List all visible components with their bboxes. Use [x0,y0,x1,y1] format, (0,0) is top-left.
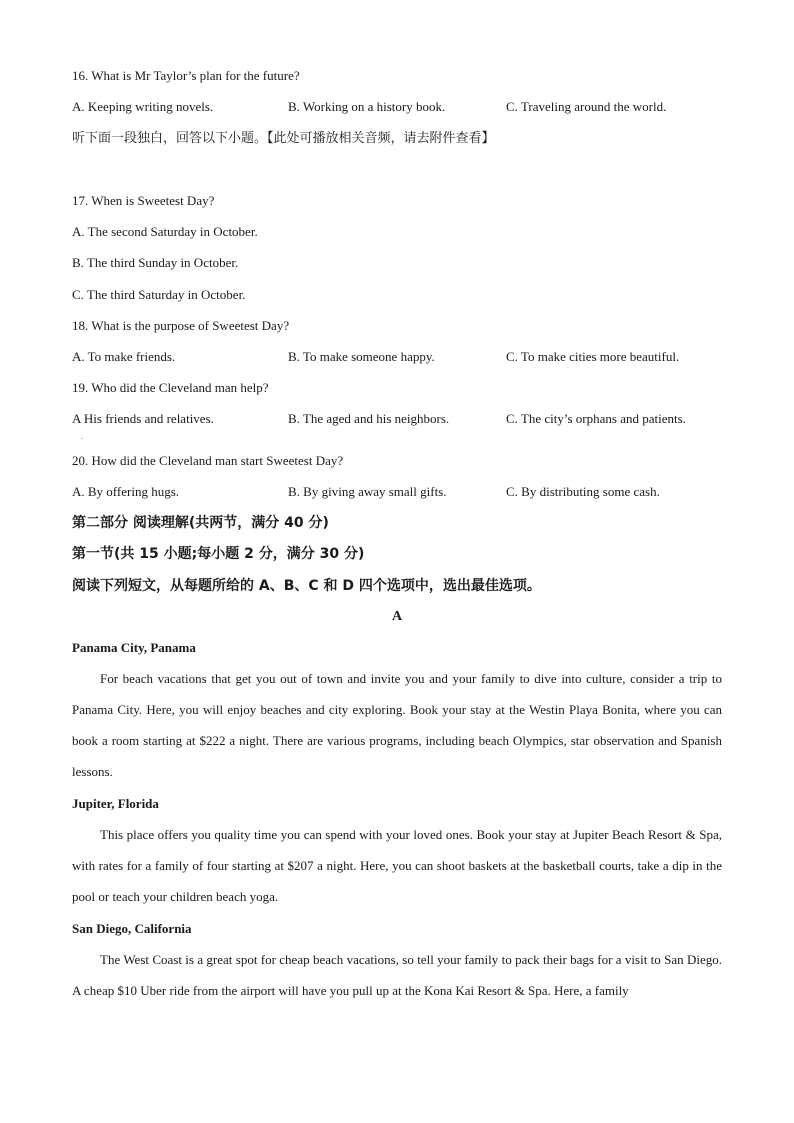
q18-option-b: B. To make someone happy. [288,349,435,364]
q18-question: 18. What is the purpose of Sweetest Day? [72,318,290,333]
sandiego-text: The West Coast is a great spot for cheap beach vacations, so tell your family to pack their bags for a visit to San Diego. A cheap $10 Uber ride from the airport will have you pull up at the Kona Kai Resort & Spa. Here, a family [72,952,722,998]
q19-option-a: A His friends and relatives. [72,411,214,426]
panama-paragraph [72,663,722,787]
q18-option-a: A. To make friends. [72,349,176,364]
monologue-instruction: 听下面一段独白，回答以下小题。【此处可播放相关音频，请去附件查看】 [72,131,495,146]
panama-heading: Panama City, Panama [72,640,196,655]
jupiter-heading: Jupiter, Florida [72,796,159,811]
part2-title: 第二部分 阅读理解(共两节，满分 40 分) [72,515,329,531]
q20-question: 20. How did the Cleveland man start Sweetest Day? [72,453,344,468]
jupiter-paragraph [72,819,722,912]
q16-option-b: B. Working on a history book. [288,99,446,114]
sandiego-heading: San Diego, California [72,921,192,936]
q17-option-a: A. The second Saturday in October. [72,224,258,239]
q20-option-b: B. By giving away small gifts. [288,484,447,499]
q17-option-c: C. The third Saturday in October. [72,287,246,302]
q18-option-c: C. To make cities more beautiful. [506,349,680,364]
section1-title: 第一节(共 15 小题;每小题 2 分，满分 30 分) [72,546,365,562]
reading-instruction: 阅读下列短文，从每题所给的 A、B、C 和 D 四个选项中，选出最佳选项。 [72,578,541,594]
q19-option-c: C. The city’s orphans and patients. [506,411,686,426]
q20-option-a: A. By offering hugs. [72,484,180,499]
q16-option-a: A. Keeping writing novels. [72,99,214,114]
q17-question: 17. When is Sweetest Day? [72,193,215,208]
stray-mark: . [81,432,83,441]
q20-option-c: C. By distributing some cash. [506,484,660,499]
jupiter-text: This place offers you quality time you can spend with your loved ones. Book your stay at Jupiter Beach Resort & Spa, with rates for a family of four starting at $207 a night. Here, you can shoot baskets at the basketball courts, take a dip in the pool or teach your children beach yoga. [72,827,722,904]
panama-text: For beach vacations that get you out of town and invite you and your family to dive into culture, consider a trip to Panama City. Here, you will enjoy beaches and city exploring. Book your stay at the Westin Playa Bonita, where you can book a room starting at $222 a night. There are various programs, including beach Olympics, star observation and Spanish lessons. [72,671,722,779]
passage-label: A [391,609,403,624]
sandiego-paragraph [72,944,722,1006]
q16-option-c: C. Traveling around the world. [506,99,667,114]
q16-question: 16. What is Mr Taylor’s plan for the future? [72,68,300,83]
q19-option-b: B. The aged and his neighbors. [288,411,450,426]
q19-question: 19. Who did the Cleveland man help? [72,380,269,395]
q17-option-b: B. The third Sunday in October. [72,255,239,270]
